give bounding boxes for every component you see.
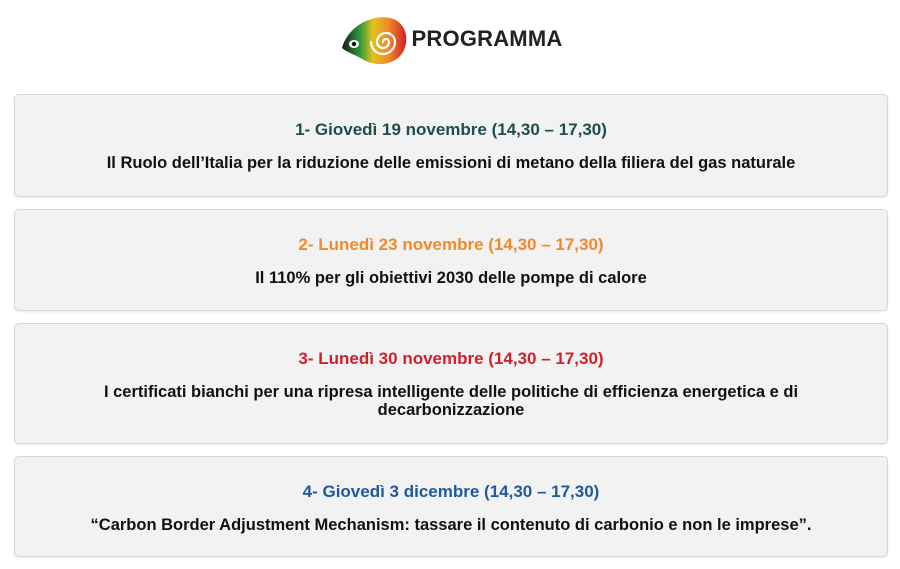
page-header xyxy=(0,8,900,70)
session-title: Il Ruolo dell’Italia per la riduzione delle emissioni di metano della filiera del gas naturale xyxy=(106,154,796,172)
session-date: 3- Lunedì 30 novembre (14,30 – 17,30) xyxy=(298,349,604,368)
session-title: Il 110% per gli obiettivi 2030 delle pompe di calore xyxy=(255,269,647,287)
session-card-2 xyxy=(14,209,888,311)
session-title: “Carbon Border Adjustment Mechanism: tassare il contenuto di carbonio e non le imprese”. xyxy=(90,516,812,534)
session-date: 4- Giovedì 3 dicembre (14,30 – 17,30) xyxy=(302,482,600,501)
session-card-1 xyxy=(14,94,888,197)
program-list xyxy=(14,94,888,569)
session-date: 1- Giovedì 19 novembre (14,30 – 17,30) xyxy=(295,120,607,139)
swirl-eye-logo-icon xyxy=(338,8,410,70)
session-date: 2- Lunedì 23 novembre (14,30 – 17,30) xyxy=(298,235,604,254)
page-title: PROGRAMMA xyxy=(411,26,563,51)
session-title: I certificati bianchi per una ripresa intelligente delle politiche di efficienza energetica e di decarbonizzazione xyxy=(103,383,799,419)
session-card-4 xyxy=(14,456,888,557)
session-card-3 xyxy=(14,323,888,444)
